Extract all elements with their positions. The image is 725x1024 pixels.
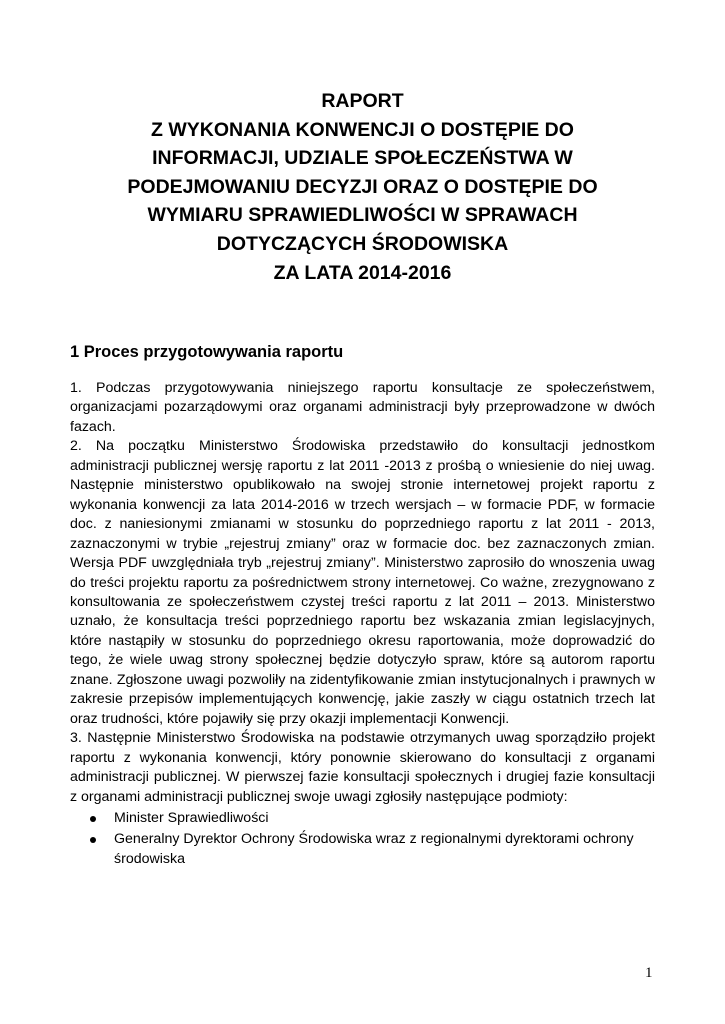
title-line: WYMIARU SPRAWIEDLIWOŚCI W SPRAWACH [147, 204, 578, 227]
bullet-icon [90, 837, 96, 843]
title-line: DOTYCZĄCYCH ŚRODOWISKA [216, 232, 509, 255]
title-line: ZA LATA 2014-2016 [273, 261, 452, 284]
page-number: 1 [645, 965, 653, 981]
title-line: Z WYKONANIA KONWENCJI O DOSTĘPIE DO [151, 118, 574, 141]
title-line: RAPORT [321, 90, 404, 112]
list-item [70, 830, 655, 869]
document-title [40, 87, 685, 287]
title-line: INFORMACJI, UDZIALE SPOŁECZEŃSTWA W [152, 147, 573, 170]
list-item-text: Generalny Dyrektor Ochrony Środowiska wraz z regionalnymi dyrektorami ochrony środowiska [114, 831, 634, 867]
title-line: PODEJMOWANIU DECYZJI ORAZ O DOSTĘPIE DO [127, 175, 598, 198]
body-text [70, 379, 655, 869]
bullet-icon [90, 816, 96, 822]
paragraph-3: 3. Następnie Ministerstwo Środowiska na podstawie otrzymanych uwag sporządziło projekt raportu z wykonania konwencji, który ponownie skierowano do konsultacji z organami administracji publicznej. W pierwszej fazie konsultacji społecznych i drugiej fazie konsultacji z organami administracji publicznej swoje uwagi zgłosiły następujące podmioty: [70, 730, 655, 805]
paragraph-1: 1. Podczas przygotowywania niniejszego raportu konsultacje ze społeczeństwem, organizacjami pozarządowymi oraz organami administracji były przeprowadzone w dwóch fazach. [70, 380, 655, 435]
entity-list [70, 809, 655, 869]
list-item [70, 809, 655, 828]
section-heading: 1 Proces przygotowywania raportu [70, 343, 344, 361]
list-item-text: Minister Sprawiedliwości [114, 809, 269, 826]
paragraph-2: 2. Na początku Ministerstwo Środowiska przedstawiło do konsultacji jednostkom administracji publicznej wersję raportu z lat 2011 -2013 z prośbą o wniesienie do niej uwag. Następnie ministerstwo opublikowało na swojej stronie internetowej projekt raportu z wykonania konwencji za lata 2014-2016 w trzech wersjach – w formacie PDF, w formacie doc. z naniesionymi zmianami w stosunku do poprzedniego raportu z lat 2011 - 2013, zaznaczonymi w trybie „rejestruj zmiany” oraz w formacie doc. bez zaznaczonych zmian. Wersja PDF uwzględniała tryb „rejestruj zmiany”. Ministerstwo zaprosiło do wnoszenia uwag do treści projektu raportu za pośrednictwem strony internetowej. Co ważne, zrezygnowano z konsultowania ze społeczeństwem czystej treści raportu z lat 2011 – 2013. Ministerstwo uznało, że konsultacja treści poprzedniego raportu bez wskazania zmian legislacyjnych, które nastąpiły w stosunku do poprzedniego okresu raportowania, może doprowadzić do tego, że wiele uwag strony społecznej będzie dotyczyło spraw, które są autorom raportu znane. Zgłoszone uwagi pozwoliły na zidentyfikowanie zmian instytucjonalnych i prawnych w zakresie przepisów implementujących konwencję, jakie zaszły w ciągu ostatnich trzech lat oraz trudności, które pojawiły się przy okazji implementacji Konwencji. [70, 438, 655, 727]
